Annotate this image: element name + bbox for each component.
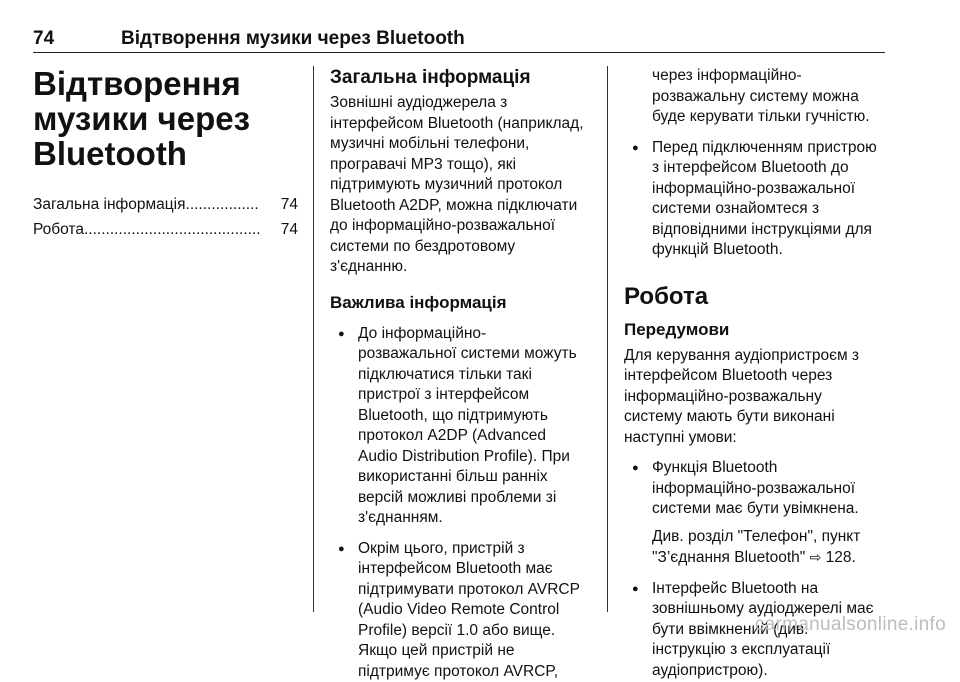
table-of-contents <box>33 192 298 242</box>
running-title: Відтворення музики через Bluetooth <box>121 28 465 50</box>
toc-leader: ......................................... <box>84 217 281 242</box>
list-item-continued: через інформаційно- розважальну систему можна буде керувати тільки гучністю. <box>624 66 886 128</box>
toc-label: Робота <box>33 217 84 242</box>
prerequisites-list <box>624 458 886 681</box>
section-heading-general: Загальна інформація <box>330 66 592 90</box>
column-divider <box>313 66 314 612</box>
chapter-title: Відтворення музики через Bluetooth <box>33 66 298 171</box>
page-number: 74 <box>33 28 54 50</box>
page-header <box>33 26 885 53</box>
page-ref-number[interactable]: 128. <box>826 549 856 566</box>
toc-entry-general[interactable] <box>33 192 298 217</box>
toc-page: 74 <box>281 192 298 217</box>
list-item: ● До інформаційно- розважальної системи можуть підключатися тільки такі пристрої з інтерфейсом Bluetooth, що підтримують протокол A2DP (Advanced Audio Distribution Profile). При використанні більш ранніх версій можливі проблеми зі з'єднанням. <box>330 324 592 529</box>
prerequisites-heading: Передумови <box>624 319 886 341</box>
watermark: carmanualsonline.info <box>755 614 946 636</box>
important-list-2 <box>624 138 886 261</box>
column-chapter <box>33 66 298 242</box>
important-list <box>330 324 592 682</box>
general-intro: Зовнішні аудіоджерела з інтерфейсом Bluetooth (наприклад, музичні мобільні телефони, програвачі MP3 тощо), які підтримують музичний протокол Bluetooth A2DP, можна підключати до інформаційно-розважальної системи по бездротовому з'єднанню. <box>330 93 592 278</box>
toc-label: Загальна інформація <box>33 192 186 217</box>
column-general <box>330 66 592 682</box>
toc-leader: ................. <box>186 192 281 217</box>
important-heading: Важлива інформація <box>330 292 592 314</box>
operation-intro: Для керування аудіопристроєм з інтерфейсом Bluetooth через інформаційно-розважальну систему мають бути виконані наступні умови: <box>624 346 886 449</box>
column-operation <box>624 66 886 681</box>
toc-entry-operation[interactable] <box>33 217 298 242</box>
page-ref-arrow-icon[interactable]: ⇨ <box>810 549 822 565</box>
list-item: ● Окрім цього, пристрій з інтерфейсом Bluetooth має підтримувати протокол AVRCP (Audio Video Remote Control Profile) версії 1.0 або вище. Якщо цей пристрій не підтримує протокол AVRCP, <box>330 539 592 682</box>
cross-reference: Див. розділ "Телефон", пункт "З’єднання Bluetooth" ⇨ 128. <box>652 527 886 569</box>
important-list-continued <box>624 66 886 128</box>
toc-page: 74 <box>281 217 298 242</box>
column-divider <box>607 66 608 612</box>
list-item: ● Функція Bluetooth інформаційно-розважальної системи має бути увімкнена. Див. розділ "Телефон", пункт "З’єднання Bluetooth" ⇨ 128. <box>624 458 886 569</box>
list-item: ● Інтерфейс Bluetooth на зовнішньому аудіоджерелі має бути ввімкнений (див. інструкцію з експлуатації аудіопристрою). <box>624 579 886 682</box>
section-heading-operation: Робота <box>624 283 886 311</box>
list-item: ● Перед підключенням пристрою з інтерфейсом Bluetooth до інформаційно-розважальної системи ознайомтеся з відповідними інструкціями для функцій Bluetooth. <box>624 138 886 261</box>
